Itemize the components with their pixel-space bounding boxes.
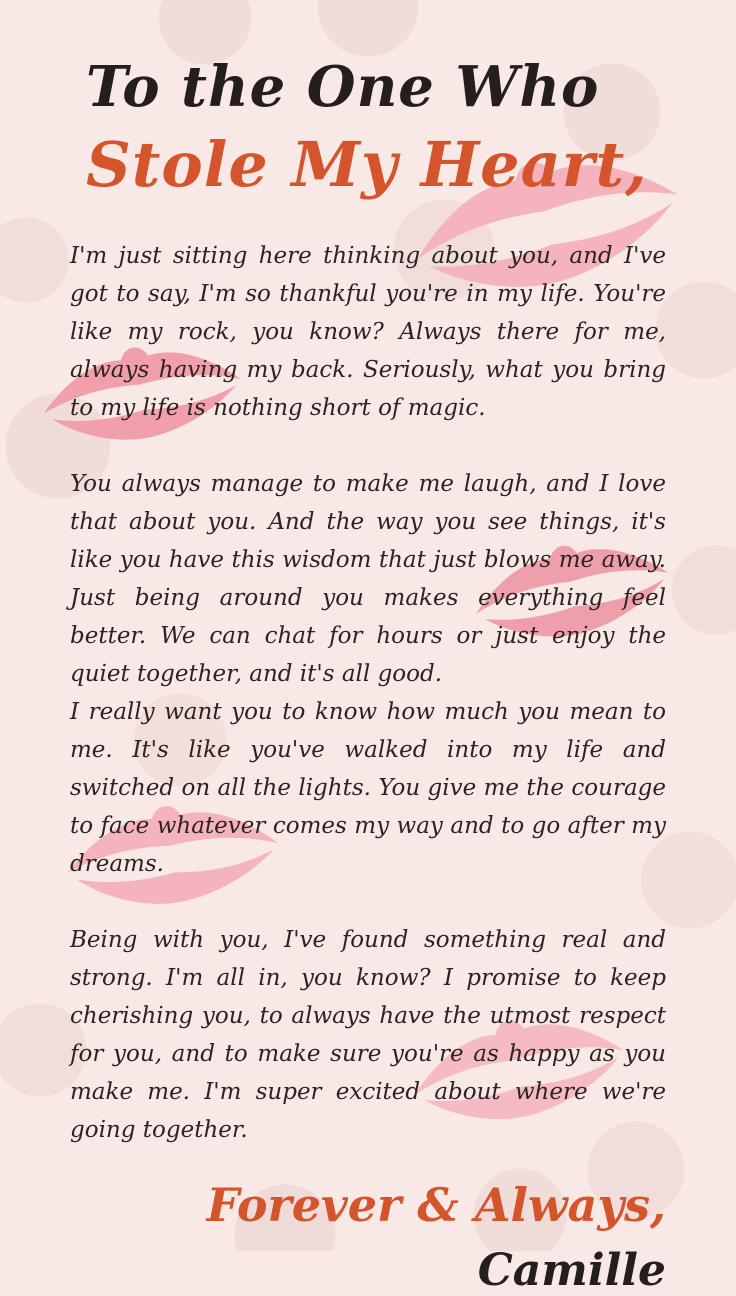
signature-name: Camille	[477, 1244, 666, 1296]
letter-sign-off	[0, 1179, 736, 1296]
letter-body	[0, 237, 736, 1149]
closing-line: Forever & Always,	[206, 1177, 666, 1232]
salutation-line-1: To the One Who	[86, 54, 600, 120]
letter-paragraph-2: You always manage to make me laugh, and I love that about you. And the way you see things, it's like you have this wisdom that just blows me away. Just being around you makes everything feel better. We can chat for hours or just enjoy the quiet together, and it's all good.	[70, 470, 666, 687]
salutation-line-2: Stole My Heart,	[86, 127, 648, 201]
letter-salutation	[0, 0, 736, 199]
letter-paragraph-3: I really want you to know how much you mean to me. It's like you've walked into my life and switched on all the lights. You give me the courage to face whatever comes my way and to go after my dreams.	[70, 698, 666, 877]
letter-paragraph-1: I'm just sitting here thinking about you, and I've got to say, I'm so thankful you're in my life. You're like my rock, you know? Always there for me, always having my back. Seriously, what you bring to my life is nothing short of magic.	[70, 242, 666, 421]
letter-paragraph-4: Being with you, I've found something real and strong. I'm all in, you know? I promise to keep cherishing you, to always have the utmost respect for you, and to make sure you're as happy as you make me. I'm super excited about where we're going together.	[70, 926, 666, 1143]
